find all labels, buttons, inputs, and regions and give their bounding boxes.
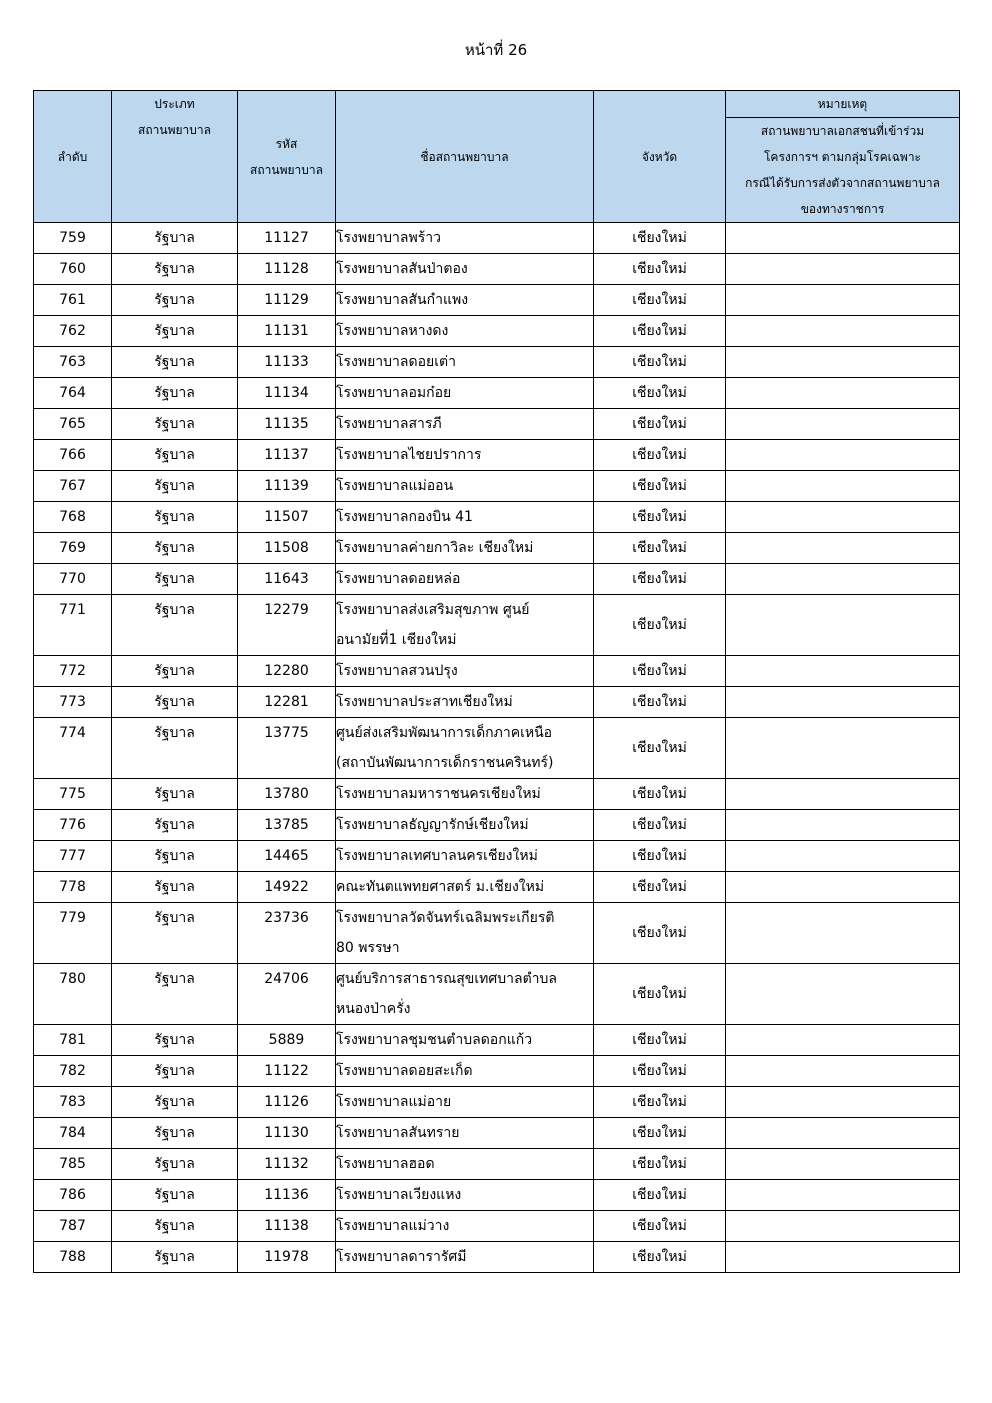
cell-remark — [726, 502, 960, 533]
cell-type: รัฐบาล — [112, 502, 238, 533]
cell-remark — [726, 687, 960, 718]
cell-name — [336, 810, 594, 841]
remark-detail-line: กรณีได้รับการส่งตัวจากสถานพยาบาล — [745, 176, 940, 190]
table-row — [34, 285, 960, 316]
table-row — [34, 1056, 960, 1087]
cell-code: 11131 — [238, 316, 336, 347]
cell-name — [336, 223, 594, 254]
table-row — [34, 841, 960, 872]
cell-province: เชียงใหม่ — [594, 533, 726, 564]
cell-code: 13780 — [238, 779, 336, 810]
cell-province: เชียงใหม่ — [594, 564, 726, 595]
cell-no: 781 — [34, 1025, 112, 1056]
table-row — [34, 564, 960, 595]
cell-code: 14465 — [238, 841, 336, 872]
cell-code: 11136 — [238, 1180, 336, 1211]
cell-type: รัฐบาล — [112, 1149, 238, 1180]
cell-province: เชียงใหม่ — [594, 872, 726, 903]
cell-name-line: โรงพยาบาลประสาทเชียงใหม่ — [336, 694, 513, 710]
cell-remark — [726, 1025, 960, 1056]
cell-name-line: คณะทันตแพทยศาสตร์ ม.เชียงใหม่ — [336, 879, 545, 895]
cell-remark — [726, 841, 960, 872]
cell-name-line: โรงพยาบาลไชยปราการ — [336, 447, 482, 463]
col-header-remark-detail — [726, 118, 960, 223]
cell-type: รัฐบาล — [112, 1118, 238, 1149]
cell-code: 11130 — [238, 1118, 336, 1149]
cell-remark — [726, 964, 960, 1025]
table-row — [34, 964, 960, 1025]
cell-province: เชียงใหม่ — [594, 254, 726, 285]
cell-province: เชียงใหม่ — [594, 378, 726, 409]
table-row — [34, 502, 960, 533]
cell-name-line: โรงพยาบาลฮอด — [336, 1156, 435, 1172]
cell-no: 761 — [34, 285, 112, 316]
cell-name — [336, 347, 594, 378]
table-row — [34, 1211, 960, 1242]
cell-name-line: (สถาบันพัฒนาการเด็กราชนครินทร์) — [336, 755, 554, 771]
cell-remark — [726, 595, 960, 656]
cell-name — [336, 656, 594, 687]
cell-name-line: โรงพยาบาลดอยหล่อ — [336, 571, 461, 587]
cell-name-line: อนามัยที่1 เชียงใหม่ — [336, 632, 457, 648]
cell-type: รัฐบาล — [112, 533, 238, 564]
table-row — [34, 718, 960, 779]
cell-province: เชียงใหม่ — [594, 1025, 726, 1056]
table-row — [34, 687, 960, 718]
cell-name-line: โรงพยาบาลสันป่าตอง — [336, 261, 468, 277]
cell-province: เชียงใหม่ — [594, 347, 726, 378]
cell-name-line: โรงพยาบาลสวนปรุง — [336, 663, 458, 679]
cell-name-line: โรงพยาบาลค่ายกาวิละ เชียงใหม่ — [336, 540, 534, 556]
cell-code: 13775 — [238, 718, 336, 779]
cell-no: 783 — [34, 1087, 112, 1118]
table-row — [34, 347, 960, 378]
cell-name — [336, 254, 594, 285]
table-row — [34, 471, 960, 502]
remark-detail-line: โครงการฯ ตามกลุ่มโรคเฉพาะ — [763, 150, 922, 164]
cell-no: 780 — [34, 964, 112, 1025]
cell-no: 759 — [34, 223, 112, 254]
cell-remark — [726, 903, 960, 964]
cell-remark — [726, 810, 960, 841]
cell-province: เชียงใหม่ — [594, 841, 726, 872]
cell-name-line: โรงพยาบาลสารภี — [336, 416, 442, 432]
cell-type: รัฐบาล — [112, 810, 238, 841]
cell-name — [336, 1180, 594, 1211]
cell-code: 24706 — [238, 964, 336, 1025]
cell-type: รัฐบาล — [112, 1087, 238, 1118]
col-header-remark: หมายเหตุ — [726, 91, 960, 118]
cell-remark — [726, 779, 960, 810]
cell-no: 767 — [34, 471, 112, 502]
cell-remark — [726, 872, 960, 903]
cell-name-line: โรงพยาบาลพร้าว — [336, 230, 441, 246]
cell-type: รัฐบาล — [112, 1056, 238, 1087]
table-row — [34, 409, 960, 440]
cell-province: เชียงใหม่ — [594, 718, 726, 779]
cell-type: รัฐบาล — [112, 440, 238, 471]
cell-name-line: ศูนย์บริการสาธารณสุขเทศบาลตำบล — [336, 971, 558, 987]
cell-province: เชียงใหม่ — [594, 1118, 726, 1149]
cell-name — [336, 1025, 594, 1056]
cell-province: เชียงใหม่ — [594, 964, 726, 1025]
cell-province: เชียงใหม่ — [594, 903, 726, 964]
cell-code: 11137 — [238, 440, 336, 471]
col-header-no: ลำดับ — [34, 91, 112, 223]
cell-name-line: โรงพยาบาลสันทราย — [336, 1125, 460, 1141]
cell-no: 772 — [34, 656, 112, 687]
cell-no: 788 — [34, 1242, 112, 1273]
table-row — [34, 872, 960, 903]
col-header-code-line: สถานพยาบาล — [250, 162, 323, 177]
cell-province: เชียงใหม่ — [594, 1149, 726, 1180]
cell-remark — [726, 533, 960, 564]
cell-type: รัฐบาล — [112, 872, 238, 903]
cell-remark — [726, 440, 960, 471]
cell-type: รัฐบาล — [112, 1025, 238, 1056]
col-header-type — [112, 91, 238, 223]
cell-code: 11134 — [238, 378, 336, 409]
cell-type: รัฐบาล — [112, 779, 238, 810]
table-row — [34, 223, 960, 254]
cell-type: รัฐบาล — [112, 254, 238, 285]
cell-no: 769 — [34, 533, 112, 564]
cell-code: 5889 — [238, 1025, 336, 1056]
cell-province: เชียงใหม่ — [594, 409, 726, 440]
cell-type: รัฐบาล — [112, 347, 238, 378]
cell-code: 12281 — [238, 687, 336, 718]
col-header-code — [238, 91, 336, 223]
cell-code: 11507 — [238, 502, 336, 533]
cell-code: 11129 — [238, 285, 336, 316]
cell-code: 11135 — [238, 409, 336, 440]
cell-code: 11978 — [238, 1242, 336, 1273]
table-row — [34, 1087, 960, 1118]
cell-type: รัฐบาล — [112, 285, 238, 316]
cell-type: รัฐบาล — [112, 1211, 238, 1242]
cell-name-line: โรงพยาบาลมหาราชนครเชียงใหม่ — [336, 786, 541, 802]
cell-name-line: หนองป่าครั่ง — [336, 1001, 411, 1017]
cell-province: เชียงใหม่ — [594, 779, 726, 810]
table-row — [34, 779, 960, 810]
cell-no: 778 — [34, 872, 112, 903]
table-row — [34, 378, 960, 409]
table-row — [34, 595, 960, 656]
cell-name — [336, 378, 594, 409]
cell-name — [336, 841, 594, 872]
cell-code: 14922 — [238, 872, 336, 903]
col-header-type-line: ประเภท — [154, 97, 195, 111]
cell-name-line: โรงพยาบาลส่งเสริมสุขภาพ ศูนย์ — [336, 602, 530, 618]
cell-province: เชียงใหม่ — [594, 1242, 726, 1273]
cell-no: 765 — [34, 409, 112, 440]
cell-type: รัฐบาล — [112, 595, 238, 656]
table-row — [34, 903, 960, 964]
cell-no: 774 — [34, 718, 112, 779]
cell-name-line: ศูนย์ส่งเสริมพัฒนาการเด็กภาคเหนือ — [336, 725, 553, 741]
cell-type: รัฐบาล — [112, 378, 238, 409]
cell-type: รัฐบาล — [112, 841, 238, 872]
cell-province: เชียงใหม่ — [594, 687, 726, 718]
table-row — [34, 1118, 960, 1149]
cell-name — [336, 903, 594, 964]
cell-name — [336, 285, 594, 316]
cell-no: 762 — [34, 316, 112, 347]
remark-detail-line: ของทางราชการ — [800, 202, 885, 216]
cell-code: 11122 — [238, 1056, 336, 1087]
cell-name-line: โรงพยาบาลแม่ออน — [336, 478, 454, 494]
table-header — [34, 91, 960, 223]
cell-name — [336, 316, 594, 347]
col-header-type-line: สถานพยาบาล — [138, 123, 211, 137]
table-row — [34, 656, 960, 687]
cell-code: 13785 — [238, 810, 336, 841]
cell-province: เชียงใหม่ — [594, 656, 726, 687]
cell-name — [336, 440, 594, 471]
cell-no: 777 — [34, 841, 112, 872]
cell-name-line: โรงพยาบาลธัญญารักษ์เชียงใหม่ — [336, 817, 529, 833]
cell-code: 12279 — [238, 595, 336, 656]
cell-province: เชียงใหม่ — [594, 1087, 726, 1118]
cell-remark — [726, 1087, 960, 1118]
cell-code: 11127 — [238, 223, 336, 254]
cell-name — [336, 687, 594, 718]
cell-name-line: โรงพยาบาลดอยเต่า — [336, 354, 456, 370]
cell-type: รัฐบาล — [112, 316, 238, 347]
cell-name-line: 80 พรรษา — [336, 940, 400, 956]
cell-type: รัฐบาล — [112, 471, 238, 502]
cell-name — [336, 1118, 594, 1149]
hospital-table — [33, 90, 960, 1273]
cell-code: 11138 — [238, 1211, 336, 1242]
table-row — [34, 810, 960, 841]
cell-province: เชียงใหม่ — [594, 810, 726, 841]
cell-remark — [726, 1149, 960, 1180]
cell-name-line: โรงพยาบาลวัดจันทร์เฉลิมพระเกียรติ — [336, 910, 555, 926]
cell-no: 773 — [34, 687, 112, 718]
cell-name — [336, 409, 594, 440]
cell-name — [336, 872, 594, 903]
cell-no: 766 — [34, 440, 112, 471]
cell-no: 786 — [34, 1180, 112, 1211]
cell-name-line: โรงพยาบาลเวียงแหง — [336, 1187, 462, 1203]
cell-type: รัฐบาล — [112, 409, 238, 440]
cell-name — [336, 595, 594, 656]
cell-no: 775 — [34, 779, 112, 810]
cell-name-line: โรงพยาบาลชุมชนตำบลดอกแก้ว — [336, 1032, 533, 1048]
cell-no: 764 — [34, 378, 112, 409]
table-row — [34, 254, 960, 285]
cell-province: เชียงใหม่ — [594, 440, 726, 471]
table-row — [34, 316, 960, 347]
cell-province: เชียงใหม่ — [594, 1211, 726, 1242]
cell-remark — [726, 378, 960, 409]
cell-remark — [726, 285, 960, 316]
cell-remark — [726, 254, 960, 285]
cell-name — [336, 533, 594, 564]
page-title: หน้าที่ 26 — [464, 41, 528, 59]
cell-name-line: โรงพยาบาลอมก๋อย — [336, 385, 452, 401]
cell-name — [336, 718, 594, 779]
cell-name — [336, 964, 594, 1025]
cell-remark — [726, 564, 960, 595]
col-header-code-line: รหัส — [275, 136, 298, 151]
cell-province: เชียงใหม่ — [594, 595, 726, 656]
cell-no: 770 — [34, 564, 112, 595]
cell-no: 787 — [34, 1211, 112, 1242]
cell-code: 11133 — [238, 347, 336, 378]
table-row — [34, 1180, 960, 1211]
cell-code: 11139 — [238, 471, 336, 502]
cell-no: 779 — [34, 903, 112, 964]
cell-remark — [726, 471, 960, 502]
cell-no: 771 — [34, 595, 112, 656]
cell-code: 11126 — [238, 1087, 336, 1118]
col-header-province: จังหวัด — [594, 91, 726, 223]
cell-type: รัฐบาล — [112, 223, 238, 254]
cell-name-line: โรงพยาบาลเทศบาลนครเชียงใหม่ — [336, 848, 538, 864]
cell-code: 23736 — [238, 903, 336, 964]
cell-code: 12280 — [238, 656, 336, 687]
cell-remark — [726, 1056, 960, 1087]
cell-remark — [726, 223, 960, 254]
cell-type: รัฐบาล — [112, 964, 238, 1025]
table-row — [34, 533, 960, 564]
table-row — [34, 1149, 960, 1180]
cell-province: เชียงใหม่ — [594, 471, 726, 502]
cell-name — [336, 1087, 594, 1118]
cell-remark — [726, 316, 960, 347]
cell-remark — [726, 1180, 960, 1211]
table-row — [34, 440, 960, 471]
cell-type: รัฐบาล — [112, 903, 238, 964]
table-row — [34, 1025, 960, 1056]
cell-type: รัฐบาล — [112, 656, 238, 687]
cell-name-line: โรงพยาบาลดารารัศมี — [336, 1249, 467, 1265]
cell-type: รัฐบาล — [112, 564, 238, 595]
cell-no: 768 — [34, 502, 112, 533]
cell-name-line: โรงพยาบาลดอยสะเก็ด — [336, 1063, 473, 1079]
cell-type: รัฐบาล — [112, 1180, 238, 1211]
cell-name — [336, 502, 594, 533]
cell-code: 11128 — [238, 254, 336, 285]
cell-no: 763 — [34, 347, 112, 378]
cell-remark — [726, 1242, 960, 1273]
cell-name-line: โรงพยาบาลกองบิน 41 — [336, 509, 473, 525]
cell-name-line: โรงพยาบาลหางดง — [336, 323, 449, 339]
table-body — [34, 223, 960, 1273]
cell-no: 785 — [34, 1149, 112, 1180]
cell-remark — [726, 347, 960, 378]
cell-remark — [726, 409, 960, 440]
cell-name-line: โรงพยาบาลแม่วาง — [336, 1218, 450, 1234]
cell-name — [336, 1242, 594, 1273]
cell-name — [336, 1056, 594, 1087]
cell-name — [336, 1149, 594, 1180]
cell-name — [336, 564, 594, 595]
cell-remark — [726, 718, 960, 779]
cell-province: เชียงใหม่ — [594, 1056, 726, 1087]
cell-name — [336, 779, 594, 810]
cell-province: เชียงใหม่ — [594, 223, 726, 254]
cell-code: 11508 — [238, 533, 336, 564]
cell-province: เชียงใหม่ — [594, 502, 726, 533]
cell-remark — [726, 1118, 960, 1149]
cell-no: 776 — [34, 810, 112, 841]
cell-type: รัฐบาล — [112, 1242, 238, 1273]
col-header-name: ชื่อสถานพยาบาล — [336, 91, 594, 223]
cell-name-line: โรงพยาบาลสันกำแพง — [336, 292, 469, 308]
cell-type: รัฐบาล — [112, 687, 238, 718]
cell-remark — [726, 656, 960, 687]
cell-province: เชียงใหม่ — [594, 316, 726, 347]
cell-remark — [726, 1211, 960, 1242]
cell-code: 11643 — [238, 564, 336, 595]
cell-name-line: โรงพยาบาลแม่อาย — [336, 1094, 452, 1110]
cell-type: รัฐบาล — [112, 718, 238, 779]
cell-name — [336, 471, 594, 502]
cell-name — [336, 1211, 594, 1242]
remark-detail-line: สถานพยาบาลเอกสชนที่เข้าร่วม — [760, 124, 925, 138]
cell-no: 782 — [34, 1056, 112, 1087]
cell-province: เชียงใหม่ — [594, 1180, 726, 1211]
table-row — [34, 1242, 960, 1273]
cell-province: เชียงใหม่ — [594, 285, 726, 316]
cell-no: 784 — [34, 1118, 112, 1149]
cell-code: 11132 — [238, 1149, 336, 1180]
cell-no: 760 — [34, 254, 112, 285]
